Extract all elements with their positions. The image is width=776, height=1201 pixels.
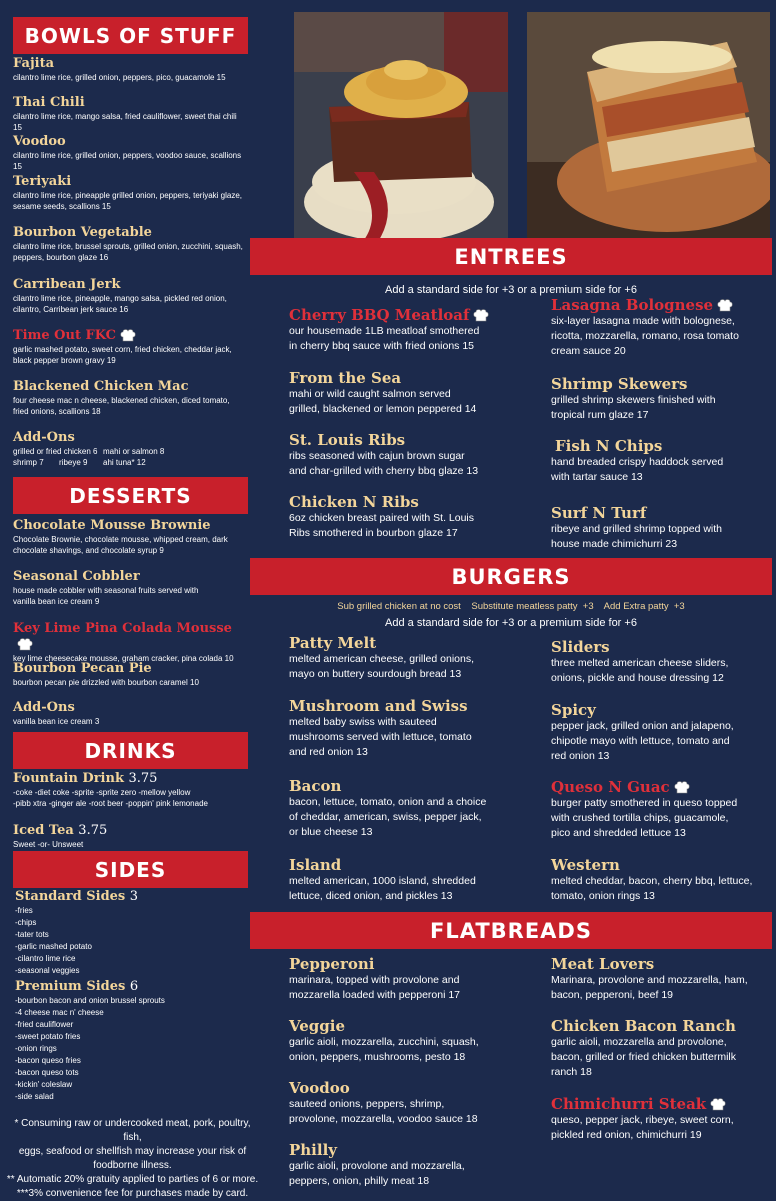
drinks-title: DRINKS bbox=[84, 738, 177, 763]
list-item: Teriyaki cilantro lime rice, pineapple grilled onion, peppers, teriyaki glaze, sesame seeds, scallions 15 bbox=[13, 174, 243, 211]
list-item: Iced Tea 3.75 Sweet -or- Unsweet bbox=[13, 823, 108, 849]
menu-item: Mushroom and Swiss melted baby swiss with sauteed mushrooms served with lettuce, tomato and red onion 13 bbox=[289, 697, 472, 758]
menu-item: Voodoo sauteed onions, peppers, shrimp, provolone, mozzarella, voodoo sauce 18 bbox=[289, 1079, 478, 1125]
menu-item: Cherry BBQ Meatloaf our housemade 1LB meatloaf smothered in cherry bbq sauce with fried onions 15 bbox=[289, 306, 489, 354]
burgers-banner bbox=[250, 558, 772, 595]
drinks-banner bbox=[13, 732, 248, 769]
list-item: Fajita cilantro lime rice, grilled onion, peppers, pico, guacamole 15 bbox=[13, 56, 226, 82]
meatloaf-photo bbox=[294, 12, 508, 240]
menu-item: Queso N Guac burger patty smothered in queso topped with crushed tortilla chips, guacamole, pico and shredded lettuce 13 bbox=[551, 778, 738, 839]
entrees-banner bbox=[250, 238, 772, 275]
list-item: Voodoo cilantro lime rice, grilled onion, peppers, voodoo sauce, scallions 15 bbox=[13, 134, 242, 171]
menu-item: Island melted american, 1000 island, shredded lettuce, diced onion, and pickles 13 bbox=[289, 856, 476, 902]
chef-hat-icon bbox=[710, 1098, 726, 1112]
menu-item: Shrimp Skewers grilled shrimp skewers finished with tropical rum glaze 17 bbox=[551, 375, 716, 421]
burgers-subtitle: Add a standard side for +3 or a premium side for +6 bbox=[385, 617, 637, 629]
entrees-subtitle: Add a standard side for +3 or a premium side for +6 bbox=[385, 284, 637, 296]
menu-item: Chimichurri Steak queso, pepper jack, ribeye, sweet corn, pickled red onion, chimichurri 19 bbox=[551, 1095, 734, 1141]
list-item: Key Lime Pina Colada Mousse key lime cheesecake mousse, graham cracker, pina colada 10 bbox=[13, 621, 234, 663]
menu-item: Bacon bacon, lettuce, tomato, onion and a choice of cheddar, american, swiss, pepper jack, or blue cheese 13 bbox=[289, 777, 487, 838]
disclaimer: * Consuming raw or undercooked meat, pork, poultry, fish, eggs, seafood or shellfish may increase your risk of foodborne illness. ** Automatic 20% gratuity applied to parties of 6 or more. ***3% convenience fee for purchases made by card. bbox=[6, 1118, 259, 1199]
list-item: Time Out FKC garlic mashed potato, sweet corn, fried chicken, cheddar jack, black pepper brown gravy 19 bbox=[13, 328, 232, 365]
menu-item: Chicken N Ribs 6oz chicken breast paired with St. Louis Ribs smothered in bourbon glaze 17 bbox=[289, 493, 475, 539]
flatbreads-banner bbox=[250, 912, 772, 949]
list-item: Chocolate Mousse Brownie Chocolate Brownie, chocolate mousse, whipped cream, dark chocolate shavings, and chocolate syrup 9 bbox=[13, 518, 228, 555]
sides-title: SIDES bbox=[94, 857, 167, 882]
list-item: Bourbon Pecan Pie bourbon pecan pie drizzled with bourbon caramel 10 bbox=[13, 661, 199, 687]
menu-item: Lasagna Bolognese six-layer lasagna made with bolognese, ricotta, mozzarella, romano, rosa tomato cream sauce 20 bbox=[551, 296, 739, 357]
bowls-title: BOWLS OF STUFF bbox=[24, 23, 237, 48]
list-item: Seasonal Cobbler house made cobbler with seasonal fruits served with vanilla bean ice cream 9 bbox=[13, 569, 199, 606]
list-item: Fountain Drink 3.75 -coke -diet coke -sprite -sprite zero -mellow yellow -pibb xtra -ginger ale -root beer -poppin' pink lemonade bbox=[13, 771, 208, 808]
menu-item: Veggie garlic aioli, mozzarella, zucchini, squash, onion, peppers, mushrooms, pesto 18 bbox=[289, 1017, 479, 1063]
menu-item: Pepperoni marinara, topped with provolone and mozzarella loaded with pepperoni 17 bbox=[289, 955, 461, 1001]
sides-list: Standard Sides 3 -fries -chips -tater tots -garlic mashed potato -cilantro lime rice -seasonal veggies Premium Sides 6 -bourbon bacon and onion brussel sprouts -4 cheese mac n' cheese -fried cauliflower -sweet potato fries -onion rings -bacon queso fries -bacon queso tots -kickin' coleslaw -side salad bbox=[15, 889, 250, 1103]
standard-sides: -fries -chips -tater tots -garlic mashed potato -cilantro lime rice -seasonal veggies bbox=[15, 906, 92, 975]
menu-item: Patty Melt melted american cheese, grilled onions, mayo on buttery sourdough bread 13 bbox=[289, 634, 475, 680]
chef-hat-icon bbox=[17, 638, 33, 652]
bowls-banner bbox=[13, 17, 248, 54]
addons: Add-Ons vanilla bean ice cream 3 bbox=[13, 700, 100, 726]
premium-sides: -bourbon bacon and onion brussel sprouts -4 cheese mac n' cheese -fried cauliflower -sweet potato fries -onion rings -bacon queso fries -bacon queso tots -kickin' coleslaw -side salad bbox=[15, 996, 165, 1101]
burgers-mods: Sub grilled chicken at no cost Substitute meatless patty +3 Add Extra patty +3 bbox=[337, 601, 685, 612]
menu-item: St. Louis Ribs ribs seasoned with cajun brown sugar and char-grilled with cherry bbq glaze 13 bbox=[289, 431, 479, 477]
menu-item: Western melted cheddar, bacon, cherry bbq, lettuce, tomato, onion rings 13 bbox=[551, 856, 753, 902]
menu-item: Sliders three melted american cheese sliders, onions, pickle and house dressing 12 bbox=[551, 638, 729, 684]
chef-hat-icon bbox=[120, 329, 136, 343]
burgers-title: BURGERS bbox=[451, 564, 571, 589]
menu-item: Fish N Chips hand breaded crispy haddock served with tartar sauce 13 bbox=[551, 437, 724, 483]
menu-item: Spicy pepper jack, grilled onion and jalapeno, chipotle mayo with lettuce, tomato and red onion 13 bbox=[551, 701, 734, 762]
flatbreads-title: FLATBREADS bbox=[429, 918, 592, 943]
list-item: Bourbon Vegetable cilantro lime rice, brussel sprouts, grilled onion, zucchini, squash, peppers, bourbon glaze 16 bbox=[13, 225, 243, 262]
menu-item: Chicken Bacon Ranch garlic aioli, mozzarella and provolone, bacon, grilled or fried chicken buttermilk ranch 18 bbox=[551, 1017, 737, 1078]
sides-banner bbox=[13, 851, 248, 888]
chef-hat-icon bbox=[473, 309, 489, 323]
menu-item: From the Sea mahi or wild caught salmon served grilled, blackened or lemon peppered 14 bbox=[289, 369, 477, 415]
menu-item: Meat Lovers Marinara, provolone and mozzarella, ham, bacon, pepperoni, beef 19 bbox=[551, 955, 748, 1001]
list-item: Thai Chili cilantro lime rice, mango salsa, fried cauliflower, sweet thai chili 15 bbox=[13, 95, 237, 132]
desserts-title: DESSERTS bbox=[69, 483, 192, 508]
list-item: Blackened Chicken Mac four cheese mac n cheese, blackened chicken, diced tomato, fried onions, scallions 18 bbox=[13, 379, 230, 416]
addons: Add-Ons grilled or fried chicken 6 mahi or salmon 8 shrimp 7 ribeye 9 ahi tuna* 12 bbox=[13, 430, 165, 467]
entrees-title: ENTREES bbox=[454, 244, 568, 269]
desserts-banner bbox=[13, 477, 248, 514]
menu-item: Surf N Turf ribeye and grilled shrimp topped with house made chimichurri 23 bbox=[551, 504, 723, 550]
menu-item: Philly garlic aioli, provolone and mozzarella, peppers, onion, philly meat 18 bbox=[289, 1141, 465, 1187]
list-item: Carribean Jerk cilantro lime rice, pineapple, mango salsa, pickled red onion, cilantro, Carribean jerk sauce 16 bbox=[13, 277, 227, 314]
chef-hat-icon bbox=[717, 299, 733, 313]
lasagna-photo bbox=[527, 12, 770, 240]
chef-hat-icon bbox=[674, 781, 690, 795]
